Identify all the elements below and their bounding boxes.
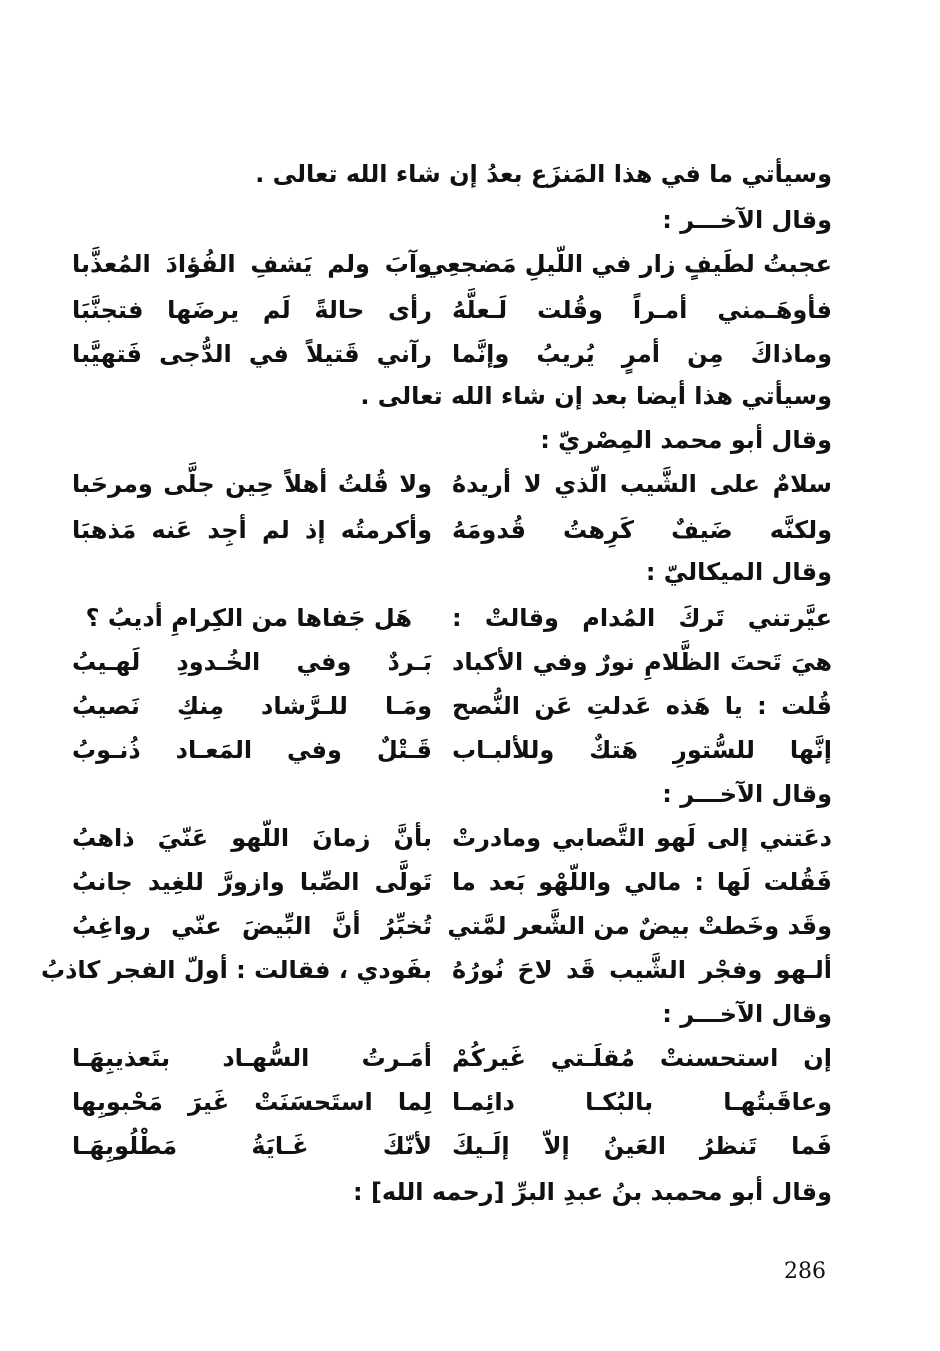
verse-first-hemistich: ألـهو وفجْر الشَّيب قَد لاحَ نُورُهُ: [452, 956, 832, 984]
verse-first-hemistich: فَما تَنظرُ العَينُ إلاّ إلَـيكَ: [452, 1132, 832, 1160]
poem-verse: [72, 1084, 832, 1120]
verse-first-hemistich: وعاقَبتُهـا بالبُكـا دائِمـا: [452, 1088, 832, 1116]
poem-verse: [72, 864, 832, 900]
attribution-line: وقال أبو محمد المِصْريّ :: [540, 426, 832, 454]
verse-first-hemistich: دعَتني إلى لَهو التَّصابي ومادرتْ: [452, 824, 832, 852]
verse-first-hemistich: ولكنَّه ضَيفٌ كَرِهتُ قُدومَهُ: [452, 516, 832, 544]
verse-second-hemistich: ومَـا للـرَّشاد مِنكِ نَصيبُ: [72, 692, 432, 720]
verse-first-hemistich: إنَّها للسُّتورِ هَتكٌ وللألبـاب: [452, 736, 832, 764]
poem-verse: [72, 908, 832, 944]
prose-line: وسيأتي هذا أيضا بعد إن شاء الله تعالى .: [360, 382, 832, 410]
verse-first-hemistich: عجبتُ لطَيفٍ زار في اللّيلِ مَضجعِي: [422, 250, 832, 278]
verse-second-hemistich: أمَـرتُ السُّهـاد بتَعذيبِهَـا: [72, 1044, 432, 1072]
verse-second-hemistich: بفَودي ، فقالت : أولّ الفجر كاذبُ: [40, 956, 432, 984]
poem-verse: [72, 292, 832, 328]
attribution-line: وقال الآخـــر :: [662, 206, 832, 234]
verse-first-hemistich: إن استحسنتْ مُقلَـتي غَيركُمْ: [452, 1044, 832, 1072]
verse-first-hemistich: عيَّرتني تَركَ المُدام وقالتْ :: [452, 604, 832, 632]
verse-second-hemistich: تَولَّى الصِّبا وازورَّ للغِيد جانبُ: [72, 868, 432, 896]
verse-first-hemistich: وقَد وخَطتْ بيضٌ من الشَّعر لمَّتي: [447, 912, 832, 940]
verse-first-hemistich: هيَ تَحتَ الظَّلامِ نورٌ وفي الأكباد: [452, 648, 832, 676]
verse-second-hemistich: بأنَّ زمانَ اللّهو عَنّيَ ذاهبُ: [72, 824, 432, 852]
poem-verse: [72, 732, 832, 768]
verse-second-hemistich: رأى حالةً لَم يرضَها فتجنَّبَا: [72, 296, 432, 324]
verse-second-hemistich: وآبَ ولم يَشفِ الفُؤادَ المُعذَّبا: [72, 250, 432, 278]
poem-verse: [72, 336, 832, 372]
verse-first-hemistich: وماذاكَ مِن أمرٍ يُريبُ وإنَّما: [452, 340, 832, 368]
verse-second-hemistich: وأكرمتُه إذ لم أجِد عَنه مَذهبَا: [72, 516, 432, 544]
verse-second-hemistich: هَل جَفاها من الكِرامِ أديبُ ؟: [85, 604, 412, 632]
poem-verse: [72, 466, 832, 502]
poem-verse: [72, 1040, 832, 1076]
verse-second-hemistich: لِما استَحسَنَتْ غَيرَ مَحْبوبِها: [72, 1088, 432, 1116]
verse-first-hemistich: قُلت : يا هَذه عَدلتِ عَن النُّصح: [452, 692, 832, 720]
verse-second-hemistich: بَـردٌ وفي الخُـدودِ لَهـيبُ: [72, 648, 432, 676]
verse-second-hemistich: ولا قُلتُ أهلاً حِين جلَّى ومرحَبا: [72, 470, 432, 498]
verse-first-hemistich: فأوهَـمني أمـراً وقُلت لَـعلَّهُ: [452, 296, 832, 324]
verse-first-hemistich: سلامٌ على الشَّيب الّذي لا أريدهُ: [452, 470, 832, 498]
attribution-line: وقال الآخـــر :: [662, 1000, 832, 1028]
verse-second-hemistich: رآني قَتيلاً في الدُّجى فَتهيَّبا: [72, 340, 432, 368]
poem-verse: [72, 600, 832, 636]
verse-second-hemistich: لأنّكَ غَـايَةُ مَطْلُوبِهَـا: [72, 1132, 432, 1160]
poem-verse: [72, 246, 832, 282]
prose-line: وسيأتي ما في هذا المَنزَع بعدُ إن شاء الله تعالى .: [255, 160, 832, 188]
verse-second-hemistich: تُخبِّرُ أنَّ البِّيضَ عنّي رواغِبُ: [72, 912, 432, 940]
poem-verse: [72, 688, 832, 724]
verse-first-hemistich: فَقُلت لَها : مالي واللّهْو بَعد ما: [452, 868, 832, 896]
poem-verse: [72, 512, 832, 548]
poem-verse: [72, 1128, 832, 1164]
poem-verse: [72, 820, 832, 856]
attribution-line: وقال الميكاليّ :: [645, 558, 832, 586]
page-number: 286: [784, 1259, 826, 1284]
verse-second-hemistich: قَـتْلٌ وفي المَعـاد ذُنـوبُ: [72, 736, 432, 764]
poem-verse: [40, 952, 832, 988]
poem-verse: [72, 644, 832, 680]
attribution-line: وقال الآخـــر :: [662, 780, 832, 808]
attribution-line: وقال أبو محمبد بنُ عبدِ البرِّ [رحمه الله] :: [352, 1178, 832, 1206]
